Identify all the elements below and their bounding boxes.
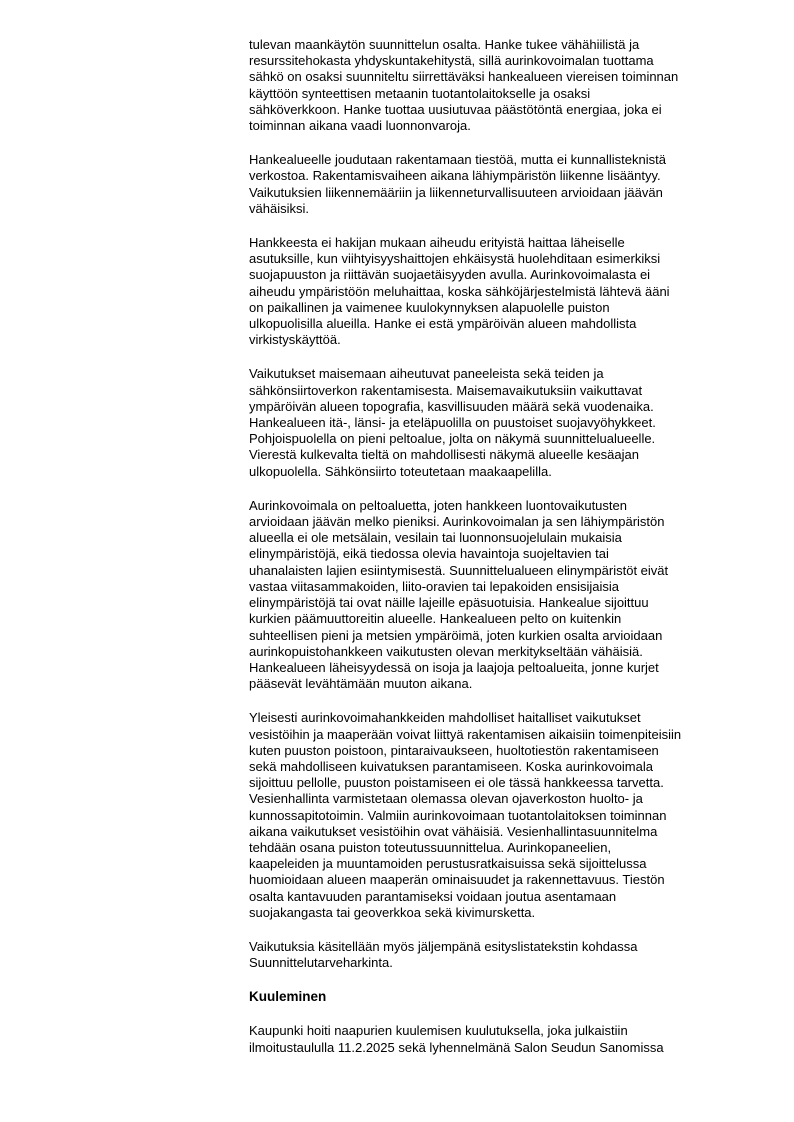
text-line: aurinkopuistohankkeen vaikutusten olevan merkitykseltään vähäisiä. (249, 643, 643, 659)
text-line: aikana vaikutukset vesistöihin ovat vähäisiä. Vesienhallintasuunnitelma (249, 823, 658, 839)
text-line: arvioidaan jäävän melko pieniksi. Aurinkovoimalan ja sen lähiympäristön (249, 514, 665, 530)
text-line: sähkö on osaksi suunniteltu siirrettäväksi hankealueen viereisen toiminnan (249, 69, 679, 85)
text-line: sähköverkkoon. Hanke tuottaa uusiutuvaa päästötöntä energiaa, joka ei (249, 101, 662, 117)
paragraph-landscape (249, 366, 749, 479)
text-line: toiminnan aikana vaadi luonnonvaroja. (249, 118, 471, 134)
text-line: suojakangasta tai geoverkkoa sekä kivimursketta. (249, 904, 536, 920)
text-line: Hankealueen läheisyydessä on isoja ja laajoja peltoalueita, jonne kurjet (249, 659, 659, 675)
text-line: on paikallinen ja vaimenee kuulokynnyksen alapuolelle puiston (249, 299, 610, 315)
text-line: kuten puuston poistoon, pintaraivaukseen, huoltotiestön rakentamiseen (249, 742, 659, 758)
text-line: Yleisesti aurinkovoimahankkeiden mahdolliset haitalliset vaikutukset (249, 710, 641, 726)
text-line: Pohjoispuolella on pieni peltoalue, jolta on näkymä suunnittelualueelle. (249, 431, 656, 447)
text-line: uhanalaisten lajien esiintymisestä. Suunnittelualueen elinympäristöt eivät (249, 562, 669, 578)
text-line: alueella ei ole metsälain, vesilain tai luonnonsuojelulain mukaisia (249, 530, 622, 546)
text-line: aiheudu ympäristöön meluhaittaa, koska sähköjärjestelmistä lähtevä ääni (249, 283, 670, 299)
text-line: Vierestä kulkevalta tieltä on mahdollisesti näkymä alueelle kesäajan (249, 447, 639, 463)
text-line: kaapeleiden ja muuntamoiden perustusratkaisuissa sekä sijoittelussa (249, 856, 647, 872)
paragraph-land-use (249, 37, 749, 134)
text-line: Vaikutuksien liikennemääriin ja liikenneturvallisuuteen arvioidaan jäävän (249, 184, 663, 200)
text-line: asutuksille, kun viihtyisyyshaittojen ehkäisystä huolehditaan esimerkiksi (249, 251, 661, 267)
text-line: ympäröivän alueen topografia, kasvillisuuden määrä sekä vuodenaika. (249, 398, 654, 414)
text-line: huomioidaan alueen maaperän ominaisuudet ja rakennettavuus. Tiestön (249, 872, 665, 888)
text-line: Hankealueelle joudutaan rakentamaan tiestöä, mutta ei kunnallisteknistä (249, 152, 666, 168)
text-line: tulevan maankäytön suunnittelun osalta. Hanke tukee vähähiilistä ja (249, 37, 640, 52)
text-line: kurkien päämuuttoreitin alueelle. Hankealueen pelto on kuitenkin (249, 611, 622, 627)
text-line: osalta kantavuuden parantamiseksi voidaan joutua asentamaan (249, 888, 617, 904)
paragraph-nuisance (249, 235, 749, 348)
text-line: vastaa viitasammakoiden, liito-oravien tai lepakoiden ensisijaisia (249, 578, 619, 594)
text-line: kunnossapitotoimin. Valmiin aurinkovoimaan tuotantolaitoksen toiminnan (249, 807, 667, 823)
text-line: verkostoa. Rakentamisvaiheen aikana lähiympäristön liikenne lisääntyy. (249, 168, 661, 184)
text-line: Vesienhallinta varmistetaan olemassa olevan ojaverkoston huolto- ja (249, 791, 643, 807)
text-line: elinympäristöjä, eikä tiedossa olevia havaintoja suojeltavien tai (249, 546, 609, 562)
text-line: vähäisiksi. (249, 200, 309, 216)
text-line: tehdään osana puiston toteutussuunnittelua. Aurinkopaneelien, (249, 839, 612, 855)
text-line: Hankealueen itä-, länsi- ja eteläpuolilla on puustoiset suojavyöhykkeet. (249, 415, 656, 431)
text-line: sähkönsiirtoverkon rakentamisesta. Maisemavaikutuksiin vaikuttavat (249, 382, 643, 398)
text-line: suhteellisen pieni ja metsien ympäröimä, joten kurkien osalta arvioidaan (249, 627, 663, 643)
text-line: Kaupunki hoiti naapurien kuulemisen kuulutuksella, joka julkaistiin (249, 1023, 628, 1039)
text-line: suojapuuston ja riittävän suojaetäisyyden avulla. Aurinkovoimalasta ei (249, 267, 651, 283)
text-line: pääsevät levähtämään muuton aikana. (249, 676, 473, 692)
paragraph-hearing (249, 1023, 749, 1055)
document-body (249, 37, 749, 1074)
text-line: sekä mahdolliseen kuivatuksen parantamiseen. Koska aurinkovoimala (249, 758, 653, 774)
text-line: resurssitehokasta yhdyskuntakehitystä, sillä aurinkovoimalan tuottama (249, 53, 654, 69)
text-line: elinympäristöjä tai ovat näille lajeille epäsuotuisia. Hankealue sijoittuu (249, 595, 649, 611)
text-line: vesistöihin ja maaperään voivat liittyä rakentamisen aikaisiin toimenpiteisiin (249, 726, 682, 742)
text-line: Vaikutuksia käsitellään myös jäljempänä esityslistatekstin kohdassa (249, 938, 638, 954)
text-line: virkistyskäyttöä. (249, 332, 341, 348)
paragraph-nature (249, 498, 749, 692)
text-line: sijoittuu pellolle, puuston poistamiseen ei ole tässä hankkeessa tarvetta. (249, 775, 664, 791)
section-heading: Kuuleminen (249, 989, 327, 1005)
text-line: Suunnittelutarveharkinta. (249, 955, 393, 971)
text-line: Hankkeesta ei hakijan mukaan aiheudu erityistä haittaa läheiselle (249, 235, 625, 251)
paragraph-traffic (249, 152, 749, 217)
text-line: käyttöön synteettisen metaanin tuotantolaitokselle ja osaksi (249, 85, 591, 101)
paragraph-water-soil (249, 710, 749, 921)
text-line: ulkopuolella. Sähkönsiirto toteutetaan maakaapelilla. (249, 463, 552, 479)
text-line: ulkopuolisilla alueilla. Hanke ei estä ympäröivän alueen mahdollista (249, 316, 637, 332)
paragraph-reference (249, 939, 749, 971)
text-line: Aurinkovoimala on peltoaluetta, joten hankkeen luontovaikutusten (249, 497, 627, 513)
text-line: ilmoitustaululla 11.2.2025 sekä lyhennelmänä Salon Seudun Sanomissa (249, 1039, 664, 1055)
text-line: Vaikutukset maisemaan aiheutuvat paneeleista sekä teiden ja (249, 366, 604, 382)
